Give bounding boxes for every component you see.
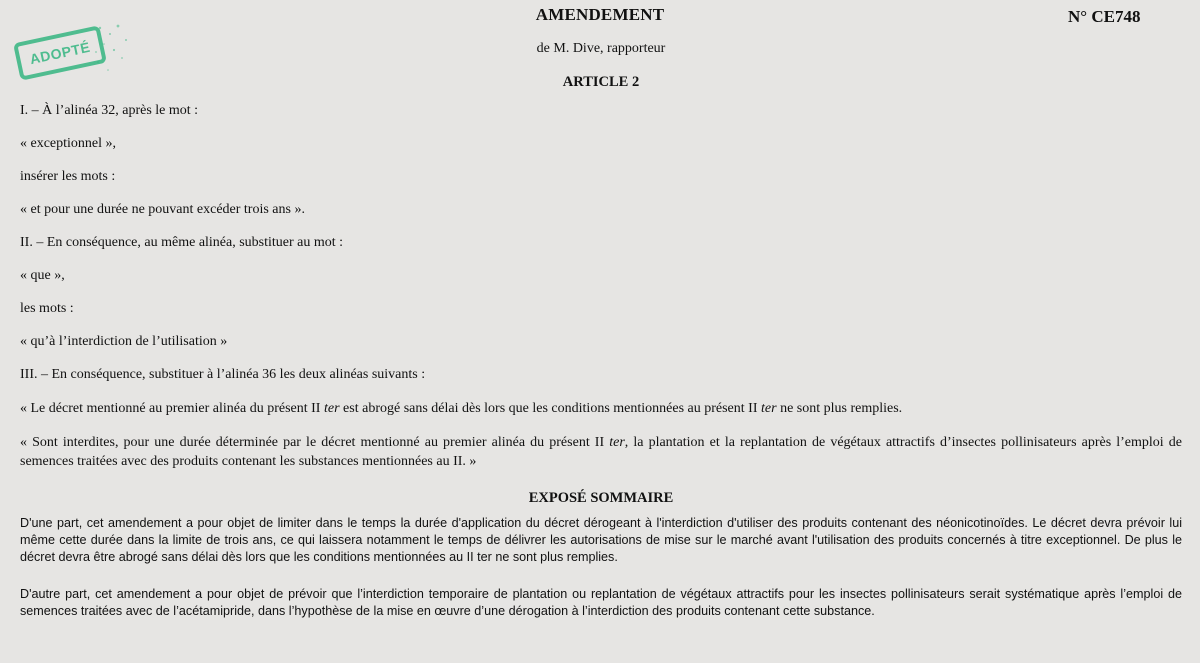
prohibition-paragraph: « Sont interdites, pour une durée déterminée par le décret mentionné au premier alinéa du présent II ter, la plantation et la replantation de végétaux attractifs d’insectes pollinisateurs après l’emploi de semences traitées avec des produits contenant les substances mentionnées au II. »	[20, 435, 1182, 469]
text-line: « et pour une durée ne pouvant excéder trois ans ».	[20, 202, 305, 217]
summary-paragraph: D'autre part, cet amendement a pour objet de prévoir que l’interdiction temporaire de plantation ou replantation de végétaux attractifs pour les insectes pollinisateurs serait systématique après l’emploi de semences traitées avec de l’acétamipride, dans l’hypothèse de la mise en œuvre d’une dérogation à l’interdiction des produits contenant cette substance.	[20, 587, 1182, 618]
adopted-stamp: ADOPTÉ	[13, 25, 107, 80]
document-title: AMENDEMENT	[535, 5, 665, 24]
decree-paragraph: « Le décret mentionné au premier alinéa du présent II ter est abrogé sans délai dès lors que les conditions mentionnées au présent II ter ne sont plus remplies.	[20, 401, 903, 416]
text-line: les mots :	[20, 301, 74, 316]
text-line: « que »,	[20, 268, 65, 283]
text-line: « qu’à l’interdiction de l’utilisation »	[20, 334, 228, 349]
article-heading: ARTICLE 2	[562, 74, 640, 90]
summary-paragraph: D'une part, cet amendement a pour objet de limiter dans le temps la durée d'application du décret dérogeant à l'interdiction d'utiliser des produits contenant des néonicotinoïdes. Le décret devra prévoir lui même cette durée dans la limite de trois ans, ce qui laissera notamment le temps de délivrer les autorisations de mise sur le marché avant l'utilisation des produits concernés à titre exceptionnel. De plus le décret devra être abrogé sans délai dès lors que les conditions mentionnées au II ter ne sont plus remplies.	[20, 516, 1182, 564]
amendment-number: N° CE748	[1068, 7, 1141, 26]
text-line: insérer les mots :	[20, 169, 116, 184]
text-line: « exceptionnel »,	[20, 136, 117, 151]
summary-heading: EXPOSÉ SOMMAIRE	[528, 490, 674, 506]
text-line: II. – En conséquence, au même alinéa, substituer au mot :	[20, 235, 344, 250]
author-line: de M. Dive, rapporteur	[536, 41, 666, 56]
text-line: I. – À l’alinéa 32, après le mot :	[20, 103, 199, 118]
text-line: III. – En conséquence, substituer à l’alinéa 36 les deux alinéas suivants :	[20, 367, 426, 382]
